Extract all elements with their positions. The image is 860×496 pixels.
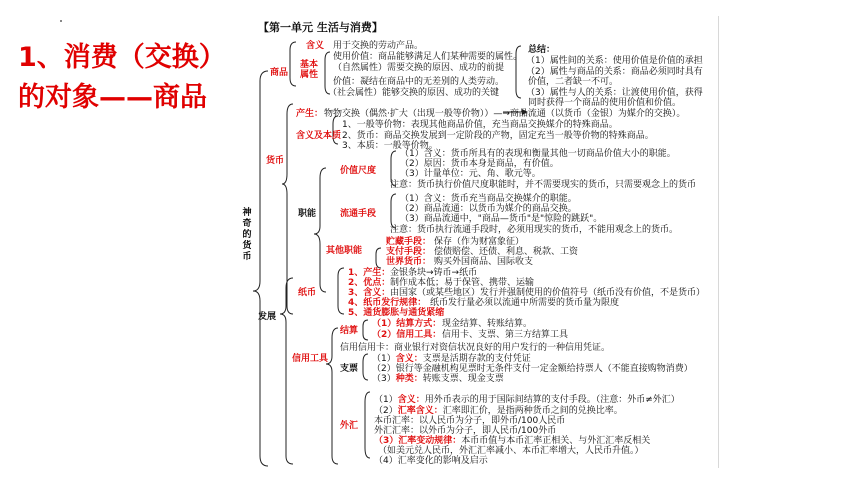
fx-label: 外汇	[340, 421, 359, 431]
cheque-label: 支票	[340, 364, 359, 374]
money-meaning-1: 1、一般等价物：表现其他商品价值，充当商品交换媒介的特殊商品。	[342, 120, 618, 130]
money-origin-label: 产生：	[296, 109, 324, 119]
fx-3-label: （3）汇率变动规律：	[374, 436, 462, 446]
development-label: 发展	[258, 312, 277, 322]
settlement-2: 信用卡、支票、第三方结算工具	[442, 330, 569, 340]
store-label: 贮藏手段：	[386, 237, 432, 247]
use-value: 使用价值：商品能够满足人们某种需要的属性。	[333, 52, 523, 62]
function-label: 职能	[298, 209, 317, 219]
fx-1: 用外币表示的用于国际间结算的支付手段。（注意：外币≠外汇）	[424, 395, 680, 405]
store-value: 保存（作为财富象征）	[434, 237, 525, 247]
settlement-1: 现金结算、转账结算。	[442, 319, 533, 329]
summary-3b: 同时获得一个商品的使用价值和价值。	[528, 98, 682, 108]
commodity-definition: 用于交换的劳动产品。	[333, 41, 424, 51]
world-money-value: 购买外国商品、国际收支	[434, 257, 534, 267]
payment-value: 偿债赔偿、还债、利息、税款、工资	[434, 247, 579, 257]
fx-1-label: 含义：	[397, 395, 425, 405]
slide-title-line-2: 的对象——商品	[18, 82, 207, 113]
world-money-label: 世界货币：	[386, 257, 432, 267]
summary-label: 总结：	[528, 45, 556, 55]
root-node: 神奇的货币	[242, 208, 252, 262]
decorative-dot	[60, 20, 62, 22]
summary-1: （1）属性间的关系：使用价值是价值的承担	[526, 56, 703, 66]
money-meaning-3: 3、本质：一般等价物。	[342, 141, 438, 151]
paper-1-label: 1、产生：	[348, 268, 391, 278]
circulation-note: 注意：货币执行流通手段时，必须用现实的货币，不能用观念上的货币。	[390, 225, 679, 235]
paper-3: 由国家（或某些地区）发行并强制使用的价值符号（纸币没有价值，不是货币）	[390, 288, 706, 298]
summary-2b: 价值，二者缺一不可。	[528, 77, 619, 87]
settlement-2-label: （2）信用工具：	[372, 330, 442, 340]
slide-title	[18, 38, 226, 118]
circulation-2: （2）商品流通：以货币为媒介的商品交换。	[400, 204, 577, 214]
summary-2: （2）属性与商品的关系：商品必须同时具有	[526, 67, 703, 77]
natural-attribute: （自然属性）需要交换的原因、成功的前提	[333, 63, 505, 73]
circulation-label: 流通手段	[340, 209, 377, 219]
cheque-2: （2）银行等金融机构见票时无条件支付一定金额给持票人（不能直接购物消费）	[372, 364, 693, 374]
fx-foreign: 外汇汇率：以外币为分子，即人民币/100外币	[374, 426, 557, 436]
fx-2: 汇率即汇价，是指两种货币之间的兑换比率。	[442, 406, 623, 416]
commodity-label: 商品	[270, 68, 289, 78]
paper-2: 制作成本低；易于保管、携带、运输	[390, 278, 535, 288]
paper-5: 5、通货膨胀与通货紧缩	[348, 308, 445, 318]
credit-card: 信用信用卡：商业银行对资信状况良好的用户发行的一种信用凭证。	[340, 343, 611, 353]
fx-local: 本币汇率：以人民币为分子，即外币/100人民币	[374, 416, 566, 426]
paper-2-label: 2、优点：	[348, 278, 391, 288]
fx-4: （4）汇率变化的影响及启示	[374, 456, 488, 466]
measure-label: 价值尺度	[340, 166, 377, 176]
circulation-1: （1）含义：货币充当商品交换媒介的职能。	[400, 194, 577, 204]
social-attribute: （社会属性）能够交换的原因、成功的关键	[328, 88, 500, 98]
summary-3: （3）属性与人的关系：让渡使用价值，获得	[526, 88, 703, 98]
credit-tools-label: 信用工具	[292, 354, 329, 364]
paper-4-label: 4、纸币发行规律：	[348, 298, 427, 308]
settlement-1-label: （1）结算方式：	[372, 319, 442, 329]
paper-4: 纸币发行量必须以流通中所需要的货币量为限度	[430, 298, 620, 308]
payment-label: 支付手段：	[386, 247, 432, 257]
paper-money-label: 纸币	[298, 288, 317, 298]
money-meaning-2: 2、货币：商品交换发展到一定阶段的产物，固定充当一般等价物的特殊商品。	[342, 131, 654, 141]
measure-3: （3）计量单位：元、角、歌元等。	[400, 169, 541, 179]
cheque-3: 转账支票、现金支票	[422, 374, 504, 384]
measure-2: （2）原因：货币本身是商品，有价值。	[400, 159, 559, 169]
circulation-3: （3）商品流通中，"商品—货币"是"惊险的跳跃"。	[400, 214, 603, 224]
knowledge-map-document: 【第一单元 生活与消费】 神奇的货币 商品 含义 用于交换的劳动产品。 基本属性 使用价值：商品能够满足人们某种需要的属性。 （自然属性）需要交换的原因、成功的前提 价值：凝结在商品中的无差别的人类劳动。 （社会属性）能够交换的原因、成功的关键 总结： （1）属性间的关系：使用价值是价值的承担 （2）属性与商品的关系：商品必须同时具有 价值，二者缺一不可。 （3）属性与人的关系：让渡使用价值，获得 同时获得一个商品的使用价值和价值。 产生： 物物交换（偶然·扩大（出现一般等价物））—→商品流通（以货币（金银）为媒介的交换）。 含义及本质 1、一般等价物：表现其他商品价值，充当商品交换媒介的特殊商品。 2、货币：商品交换发展到一定阶段的产物，固定充当一般等价物的特殊商品。 3、本质：一般等价物。 货币 职能 价值尺度 （1）含义：货币所具有的表现和衡量其他一切商品价值大小的职能。 （2）原因：货币本身是商品，有价值。 （3）计量单位：元、角、歌元等。 注意：货币执行价值尺度职能时，并不需要现实的货币，只需要观念上的货币 流通手段 （1）含义：货币充当商品交换媒介的职能。 （2）商品流通：以货币为媒介的商品交换。 （3）商品流通中，"商品—货币"是"惊险的跳跃"。 注意：货币执行流通手段时，必须用现实的货币，不能用观念上的货币。 其他职能 贮藏手段： 保存（作为财富象征） 支付手段： 偿债赔偿、还债、利息、税款、工资 世界货币： 购买外国商品、国际收支 发展 纸币 1、产生： 金银条块→铸币→纸币 2、优点： 制作成本低；易于保管、携带、运输 3、含义： 由国家（或某些地区）发行并强制使用的价值符号（纸币没有价值，不是货币） 4、纸币发行规律： 纸币发行量必须以流通中所需要的货币量为限度 5、通货膨胀与通货紧缩 信用工具 结算 （1）结算方式： 现金结算、转账结算。 （2）信用工具： 信用卡、支票、第三方结算工具 信用信用卡：商业银行对资信状况良好的用户发行的一种信用凭证。 支票 （1）含义：支票是活期存款的支付凭证 （2）银行等金融机构见票时无条件支付一定金额给持票人（不能直接购物消费） （3）种类：转账支票、现金支票 外汇 （1）含义：用外币表示的用于国际间结算的支付手段。（注意：外币≠外汇） （2）汇率含义：汇率即汇价，是指两种货币之间的兑换比率。 本币汇率：以人民币为分子，即外币/100人民币 外汇汇率：以外币为分子，即人民币/100外币 （3）汇率变动规律：本币币值与本币汇率正相关、与外汇汇率反相关 （如美元兑人民币，外汇汇率减小、本币汇率增大，人民币升值。） （4）汇率变化的影响及启示	[238, 16, 719, 468]
fx-2-label: 汇率含义：	[397, 406, 443, 416]
money-origin: 物物交换（偶然·扩大（出现一般等价物））—→商品流通（以货币（金银）为媒介的交换）。	[324, 109, 686, 119]
measure-1: （1）含义：货币所具有的表现和衡量其他一切商品价值大小的职能。	[400, 149, 676, 159]
value: 价值：凝结在商品中的无差别的人类劳动。	[333, 77, 505, 87]
settlement-label: 结算	[340, 326, 359, 336]
paper-1: 金银条块→铸币→纸币	[390, 268, 478, 278]
money-label: 货币	[266, 156, 285, 166]
cheque-3-label: 种类：	[395, 374, 423, 384]
basic-attributes-label: 基本属性	[300, 60, 319, 80]
money-meaning-label: 含义及本质	[296, 131, 342, 141]
measure-note: 注意：货币执行价值尺度职能时，并不需要现实的货币，只需要观念上的货币	[390, 180, 697, 190]
other-functions-label: 其他职能	[326, 246, 363, 256]
slide-title-line-1: 1、消费（交换）	[18, 42, 226, 73]
paper-3-label: 3、含义：	[348, 288, 391, 298]
unit-title: 【第一单元 生活与消费】	[258, 21, 383, 34]
cheque-1: 支票是活期存款的支付凭证	[422, 354, 531, 364]
fx-3: 本币币值与本币汇率正相关、与外汇汇率反相关	[461, 436, 651, 446]
cheque-1-label: 含义：	[395, 354, 423, 364]
fx-3-example: （如美元兑人民币，外汇汇率减小、本币汇率增大，人民币升值。）	[378, 446, 644, 456]
commodity-definition-label: 含义	[306, 41, 325, 51]
